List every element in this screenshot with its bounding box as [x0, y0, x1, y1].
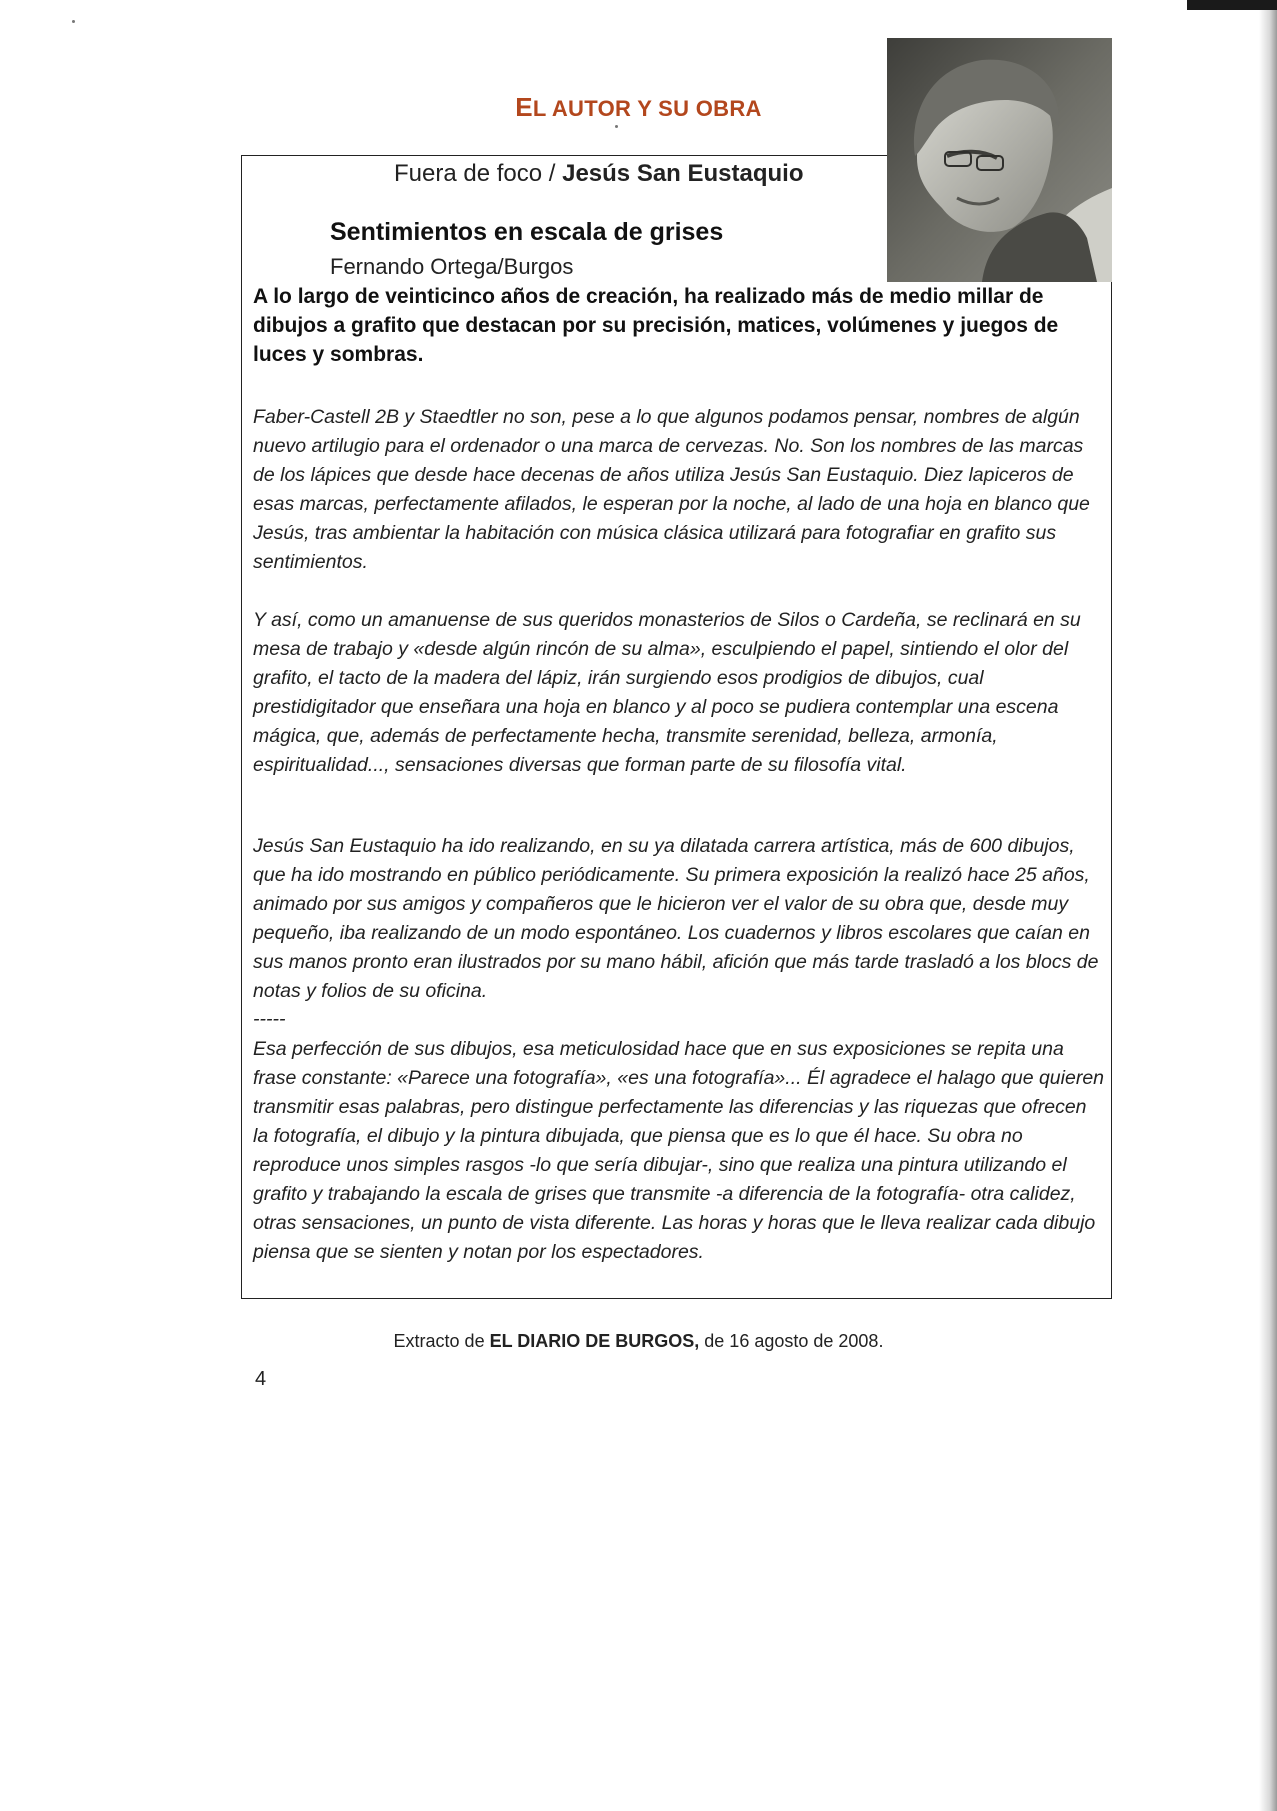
article-paragraph: Jesús San Eustaquio ha ido realizando, en su ya dilatada carrera artística, más de 600 dibujos, que ha ido mostrando en público periódicamente. Su primera exposición la realizó hace 25 años, animado por sus amigos y compañeros que le hicieron ver el valor de su obra que, desde muy pequeño, iba realizando de un modo espontáneo. Los cuadernos y libros escolares que caían en sus manos pronto eran ilustrados por su mano hábil, afición que más tarde trasladó a los blocs de notas y folios de su oficina. — [253, 835, 1099, 1002]
source-credit: Extracto de EL DIARIO DE BURGOS, de 16 agosto de 2008. — [393, 1331, 884, 1351]
article-headline: Sentimientos en escala de grises — [330, 218, 724, 246]
paragraph-separator: ----- — [253, 1008, 286, 1030]
page-edge-shadow — [1259, 0, 1277, 1811]
author-portrait-photo — [887, 38, 1112, 282]
section-title: EL AUTOR Y SU OBRA — [515, 92, 762, 122]
article-paragraph: Faber-Castell 2B y Staedtler no son, pese a lo que algunos podamos pensar, nombres de algún nuevo artilugio para el ordenador o una marca de cervezas. No. Son los nombres de las marcas de los lápices que desde hace decenas de años utiliza Jesús San Eustaquio. Diez lapiceros de esas marcas, perfectamente afilados, le esperan por la noche, al lado de una hoja en blanco que Jesús, tras ambientar la habitación con música clásica utilizará para fotografiar en grafito sus sentimientos. — [253, 406, 1090, 573]
scan-speck — [72, 20, 75, 23]
article-lead: A lo largo de veinticinco años de creación, ha realizado más de medio millar de dibujos a grafito que destacan por su precisión, matices, volúmenes y juegos de luces y sombras. — [253, 285, 1059, 366]
page-number: 4 — [255, 1368, 267, 1390]
article-kicker: Fuera de foco / Jesús San Eustaquio — [394, 160, 804, 187]
scan-speck — [615, 125, 618, 128]
article-byline: Fernando Ortega/Burgos — [330, 254, 574, 279]
scan-corner-shadow — [1187, 0, 1277, 10]
article-paragraph: Esa perfección de sus dibujos, esa meticulosidad hace que en sus exposiciones se repita una frase constante: «Parece una fotografía», «es una fotografía»... Él agradece el halago que quieren transmitir esas palabras, pero distingue perfectamente las diferencias y las riquezas que ofrecen la fotografía, el dibujo y la pintura dibujada, que piensa que es lo que él hace. Su obra no reproduce unos simples rasgos -lo que sería dibujar-, sino que realiza una pintura utilizando el grafito y trabajando la escala de grises que transmite -a diferencia de la fotografía- otra calidez, otras sensaciones, un punto de vista diferente. Las horas y horas que le lleva realizar cada dibujo piensa que se sienten y notan por los espectadores. — [253, 1038, 1105, 1263]
article-paragraph: Y así, como un amanuense de sus queridos monasterios de Silos o Cardeña, se reclinará en su mesa de trabajo y «desde algún rincón de su alma», esculpiendo el papel, sintiendo el olor del grafito, el tacto de la madera del lápiz, irán surgiendo esos prodigios de dibujos, cual prestidigitador que enseñara una hoja en blanco y al poco se pudiera contemplar una escena mágica, que, además de perfectamente hecha, transmite serenidad, belleza, armonía, espiritualidad..., sensaciones diversas que forman parte de su filosofía vital. — [253, 609, 1081, 776]
author-portrait-illustration — [887, 38, 1112, 282]
